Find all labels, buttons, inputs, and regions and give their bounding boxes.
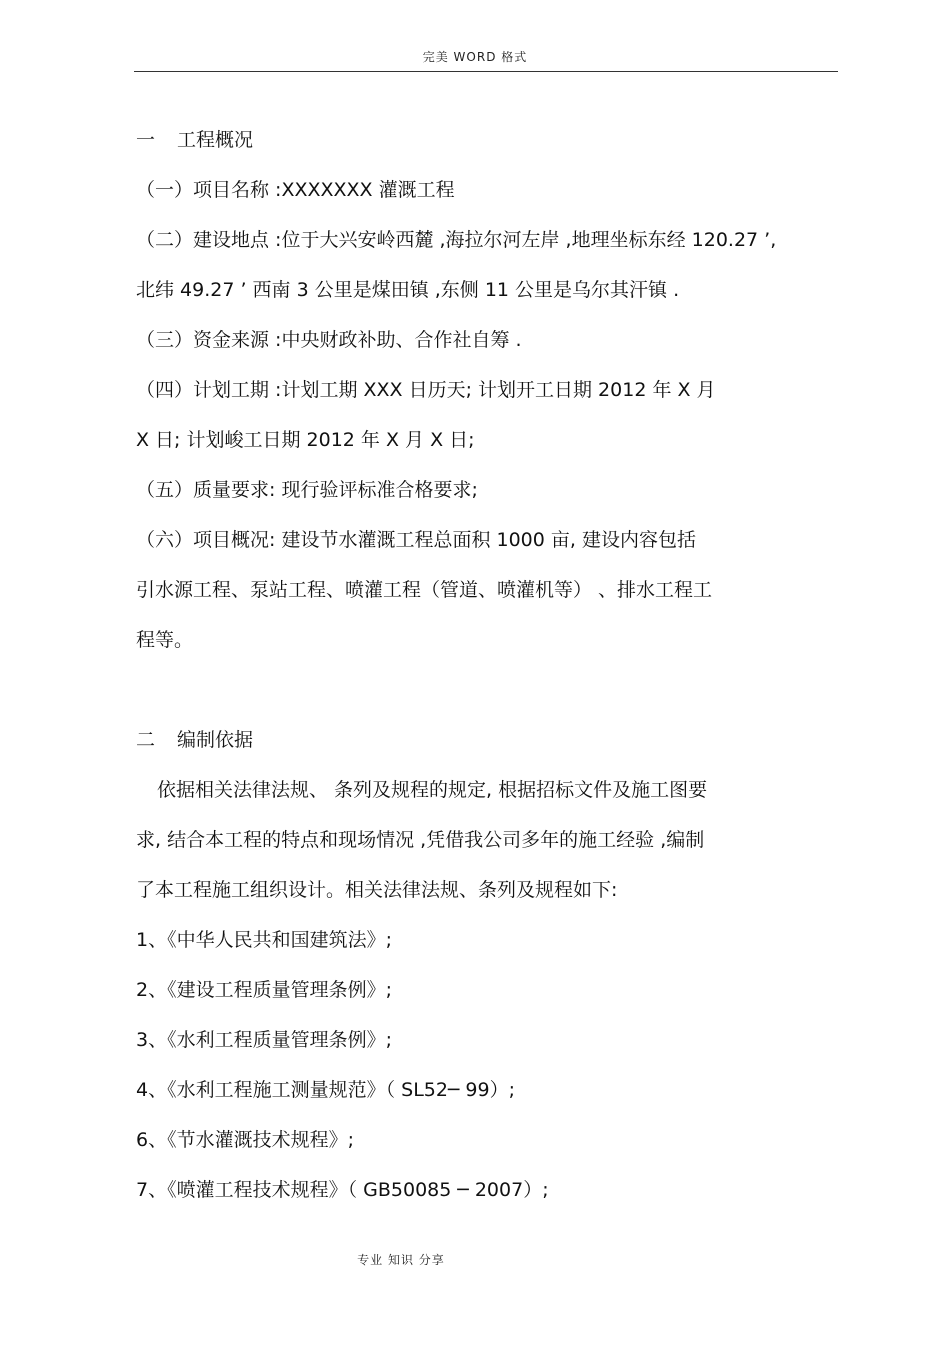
section-2-paragraph-line-2: 求, 结合本工程的特点和现场情况 ,凭借我公司多年的施工经验 ,编制: [136, 829, 705, 851]
section-1-line-7: （五）质量要求: 现行验评标准合格要求;: [136, 479, 478, 501]
section-1-line-5: （四）计划工期 :计划工期 XXX 日历天; 计划开工日期 2012 年 X 月: [136, 379, 716, 401]
section-2-title: 编制依据: [177, 729, 254, 751]
page-footer: 专业 知识 分享: [357, 1253, 445, 1267]
section-1-heading: [136, 128, 253, 152]
section-1-line-1: （一）项目名称 :XXXXXXX 灌溉工程: [136, 179, 455, 201]
regulation-item-3: 3、《水利工程质量管理条例》;: [136, 1029, 392, 1051]
section-1-line-4: （三）资金来源 :中央财政补助、合作社自筹 .: [136, 329, 522, 351]
section-2-paragraph-line-1: 依据相关法律法规、 条列及规程的规定, 根据招标文件及施工图要: [157, 779, 708, 801]
section-1-line-3: 北纬 49.27 ’ 西南 3 公里是煤田镇 ,东侧 11 公里是乌尔其汗镇 .: [136, 279, 680, 301]
section-2-heading: [136, 728, 253, 752]
regulation-item-5: 6、《节水灌溉技术规程》;: [136, 1129, 354, 1151]
section-1-line-2: （二）建设地点 :位于大兴安岭西麓 ,海拉尔河左岸 ,地理坐标东经 120.27 ’,: [136, 229, 777, 251]
regulation-item-6: 7、《喷灌工程技术规程》（ GB50085 ─ 2007）;: [136, 1179, 549, 1201]
section-1-line-9: 引水源工程、泵站工程、喷灌工程（管道、喷灌机等） 、排水工程工: [136, 579, 713, 601]
section-1-line-10: 程等。: [136, 629, 194, 651]
page-header: 完美 WORD 格式: [422, 50, 528, 64]
section-1-number: 一: [136, 129, 156, 151]
regulation-item-2: 2、《建设工程质量管理条例》;: [136, 979, 392, 1001]
section-2-number: 二: [136, 729, 156, 751]
regulation-item-1: 1、《中华人民共和国建筑法》;: [136, 929, 392, 951]
header-rule: [134, 71, 838, 72]
section-1-line-6: X 日; 计划峻工日期 2012 年 X 月 X 日;: [136, 429, 475, 451]
regulation-item-4: 4、《水利工程施工测量规范》（ SL52─ 99）;: [136, 1079, 516, 1101]
section-1-title: 工程概况: [177, 129, 254, 151]
section-1-line-8: （六）项目概况: 建设节水灌溉工程总面积 1000 亩, 建设内容包括: [136, 529, 696, 551]
section-2-paragraph-line-3: 了本工程施工组织设计。相关法律法规、条列及规程如下:: [136, 879, 618, 901]
